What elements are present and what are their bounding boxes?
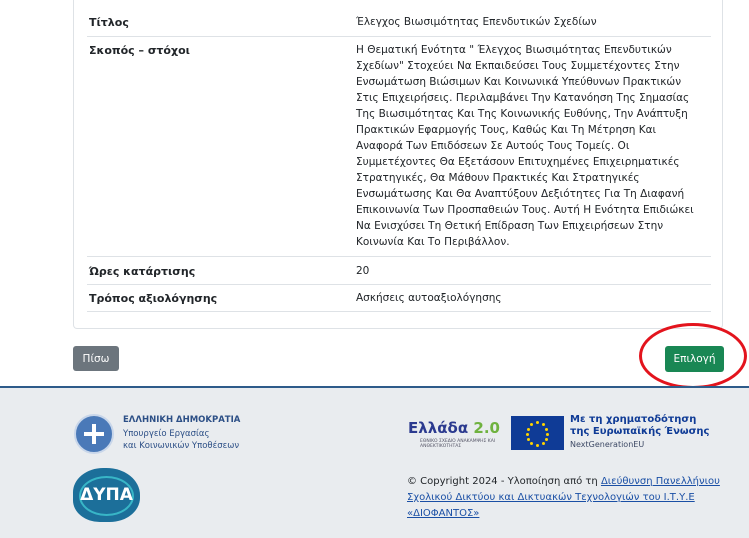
back-button[interactable]: Πίσω bbox=[73, 346, 119, 371]
evaluation-row bbox=[87, 285, 711, 312]
greece-2-0-subtitle: ΕΘΝΙΚΟ ΣΧΕΔΙΟ ΑΝΑΚΑΜΨΗΣ ΚΑΙ ΑΝΘΕΚΤΙΚΟΤΗΤΑΣ bbox=[420, 439, 496, 449]
eu-funding-text: Με τη χρηματοδότηση της Ευρωπαϊκής Ένωσης bbox=[570, 414, 710, 437]
title-value: Έλεγχος Βιωσιμότητας Επενδυτικών Σχεδίων bbox=[356, 16, 597, 28]
title-row bbox=[87, 0, 711, 37]
select-button[interactable]: Επιλογή bbox=[665, 346, 724, 372]
hours-label: Ώρες κατάρτισης bbox=[89, 265, 196, 278]
ministry-name: Υπουργείο Εργασίας και Κοινωνικών Υποθέσεων bbox=[123, 429, 240, 451]
details-card bbox=[73, 0, 723, 329]
hours-row bbox=[87, 257, 711, 285]
next-generation-eu-text: NextGenerationEU bbox=[570, 440, 645, 449]
diofantos-link[interactable]: Διεύθυνση Πανελλήνιου Σχολικού Δικτύου και Δικτυακών Τεχνολογιών του Ι.Τ.Υ.Ε «ΔΙΟΦΑΝΤΟΣ» bbox=[407, 476, 720, 519]
evaluation-value: Ασκήσεις αυτοαξιολόγησης bbox=[356, 292, 502, 304]
hours-value: 20 bbox=[356, 265, 370, 277]
goals-value: Η Θεματική Ενότητα " Έλεγχος Βιωσιμότητας Επενδυτικών Σχεδίων" Στοχεύει Να Εκπαιδεύσει Τους Συμμετέχοντες Στην Ενσωμάτωση Βιώσιμων Και Κοινωνικά Υπεύθυνων Πρακτικών Στις Επιχειρήσεις. Περιλαμβάνει Την Κατανόηση Της Σημασίας Της Βιωσιμότητας Και Της Κοινωνικής Ευθύνης, Την Ανάπτυξη Πρακτικών Εφαρμογής Τους, Καθώς Και Τη Μέτρηση Και Αναφορά Των Επιδόσεων Σε Αυτούς Τους Τομείς. Οι Συμμετέχοντες Θα Εξετάσουν Επιτυχημένες Επιχειρηματικές Στρατηγικές, Θα Μάθουν Πρακτικές Και Στρατηγικές Ενσωμάτωσης Και Θα Αναπτύξουν Δεξιότητες Για Τη Διαφανή Επικοινωνία Των Προσπαθειών Τους. Αυτή Η Ενότητα Επιδιώκει Να Ενισχύσει Τη Θετική Επίδραση Των Επιχειρήσεων Στην Κοινωνία Και Το Περιβάλλον. bbox=[356, 44, 694, 248]
greece-2-0-logo: Ελλάδα 2.0 bbox=[408, 419, 500, 437]
republic-title: ΕΛΛΗΝΙΚΗ ΔΗΜΟΚΡΑΤΙΑ bbox=[123, 415, 241, 425]
highlight-circle bbox=[639, 323, 747, 389]
goals-row bbox=[87, 37, 711, 257]
evaluation-label: Τρόπος αξιολόγησης bbox=[89, 292, 218, 305]
eu-flag-icon bbox=[511, 416, 564, 450]
greek-emblem-icon bbox=[74, 414, 114, 454]
goals-label: Σκοπός – στόχοι bbox=[89, 44, 190, 57]
copyright-text: © Copyright 2024 - Υλοποίηση από τη Διεύθυνση Πανελλήνιου Σχολικού Δικτύου και Δικτυακών Τεχνολογιών του Ι.Τ.Υ.Ε «ΔΙΟΦΑΝΤΟΣ» bbox=[407, 476, 720, 519]
footer bbox=[0, 386, 749, 538]
title-label: Τίτλος bbox=[89, 16, 129, 29]
dypa-logo[interactable]: ΔΥΠΑ bbox=[73, 468, 140, 522]
